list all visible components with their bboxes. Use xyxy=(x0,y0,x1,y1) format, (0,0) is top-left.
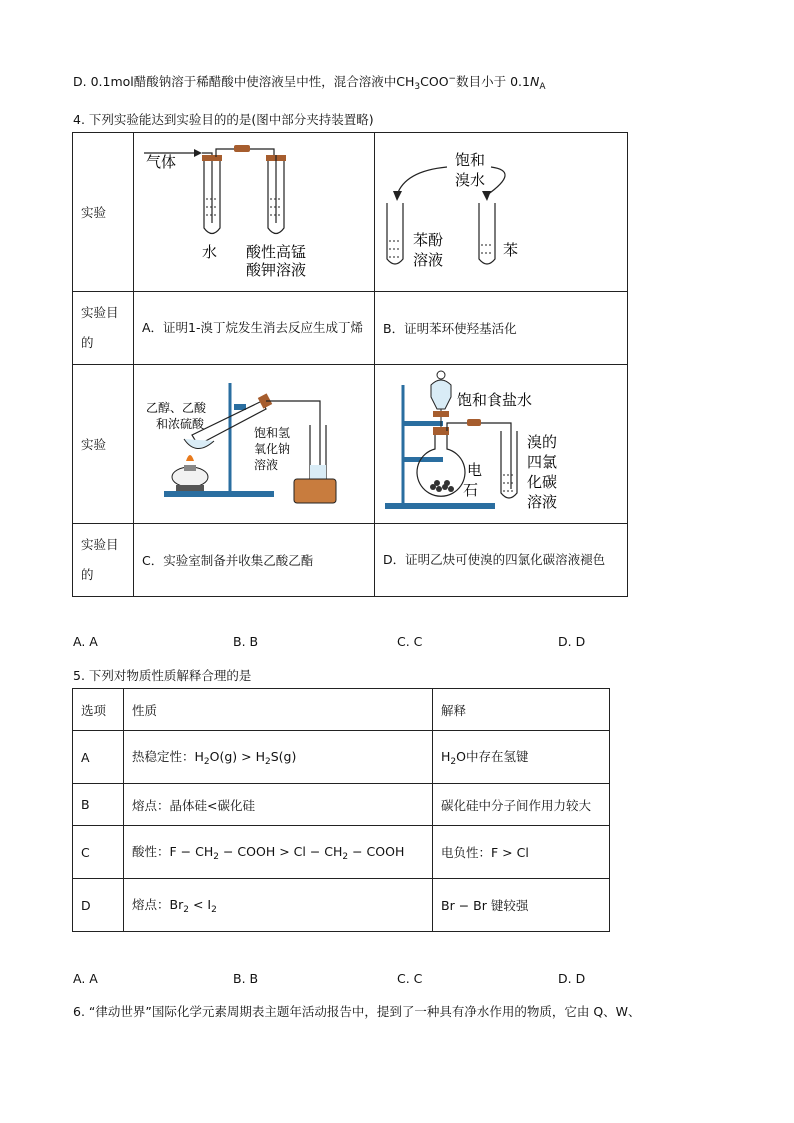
q5-header-property: 性质 xyxy=(124,689,433,731)
q4-figure-b xyxy=(375,133,628,292)
q4-goal-a: A．证明1-溴丁烷发生消去反应生成丁烯 xyxy=(134,292,375,365)
q5-row-a-property: 热稳定性：$H_2O(g) > H_2S(g)$ xyxy=(124,731,433,784)
q4-goal-d: D．证明乙炔可使溴的四氯化碳溶液褪色 xyxy=(375,524,628,597)
q5-row-d-property: 熔点：$Br_2 < I_2$ xyxy=(124,879,433,932)
ccl4-label-4: 溶液 xyxy=(527,493,558,511)
q4-option-a[interactable]: A. A xyxy=(73,634,98,649)
gas-label: 气体 xyxy=(146,153,177,171)
q4-row2-label: 实验目的 xyxy=(73,292,134,365)
q6-stem: 6. “律动世界”国际化学元素周期表主题年活动报告中，提到了一种具有净水作用的物质，它由 Q、W、 xyxy=(73,1004,641,1019)
q4-row4-label: 实验目的 xyxy=(73,524,134,597)
q5-row-b-property: 熔点：晶体硅<碳化硅 xyxy=(124,784,433,826)
q5-option-a[interactable]: A. A xyxy=(73,971,98,986)
q4-row3-label: 实验 xyxy=(73,365,134,524)
q5-row-c-property: 酸性：$F - CH_2$ − COOH > $Cl - CH_2$ − COOH xyxy=(124,826,433,879)
q5-table xyxy=(72,688,610,932)
q3-option-d-label: D. xyxy=(73,74,87,89)
phenol-label-2: 溶液 xyxy=(413,251,444,269)
q5-row-a-option: A xyxy=(73,731,124,784)
q4-row1-label: 实验 xyxy=(73,133,134,292)
q5-row-c-option: C xyxy=(73,826,124,879)
q4-table xyxy=(72,132,628,597)
q4-figure-d xyxy=(375,365,628,524)
q5-row-a-explanation: $H_2O$中存在氢键 xyxy=(433,731,610,784)
bromine-label-1: 饱和 xyxy=(455,151,486,169)
q5-row-d-option: D xyxy=(73,879,124,932)
naoh-label-3: 溶液 xyxy=(254,458,279,472)
kmno4-label-2: 酸钾溶液 xyxy=(246,261,307,279)
phenol-label-1: 苯酚 xyxy=(413,231,444,249)
q4-goal-b: B．证明苯环使羟基活化 xyxy=(375,292,628,365)
ccl4-label-3: 化碳 xyxy=(527,473,558,491)
q5-header-option: 选项 xyxy=(73,689,124,731)
q5-stem: 5. 下列对物质性质解释合理的是 xyxy=(73,668,252,683)
q5-option-b[interactable]: B. B xyxy=(233,971,259,986)
q4-goal-c: C．实验室制备并收集乙酸乙酯 xyxy=(134,524,375,597)
q5-header-explanation: 解释 xyxy=(433,689,610,731)
bromine-label-2: 溴水 xyxy=(455,171,486,189)
q5-row-b-explanation: 碳化硅中分子间作用力较大 xyxy=(433,784,610,826)
q4-option-c[interactable]: C. C xyxy=(397,634,423,649)
water-label: 水 xyxy=(202,243,218,261)
q4-option-d[interactable]: D. D xyxy=(558,634,586,649)
benzene-label: 苯 xyxy=(503,241,519,259)
q5-option-d[interactable]: D. D xyxy=(558,971,586,986)
carbide-label-2: 石 xyxy=(463,481,479,499)
q5-row-d-explanation: Br − Br 键较强 xyxy=(433,879,610,932)
q5-row-c-explanation: 电负性：F > Cl xyxy=(433,826,610,879)
q5-row-b-option: B xyxy=(73,784,124,826)
q4-option-b[interactable]: B. B xyxy=(233,634,259,649)
q4-figure-c xyxy=(134,365,375,524)
reagents-label-1: 乙醇、乙酸 xyxy=(146,401,207,415)
q3-option-d: D. 0.1mol醋酸钠溶于稀醋酸中使溶液呈中性，混合溶液中$CH_3COO^-$数目小于 $0.1N_A$ xyxy=(73,74,546,92)
reagents-label-2: 和浓硫酸 xyxy=(156,417,205,431)
ccl4-label-1: 溴的 xyxy=(527,433,558,451)
q4-figure-a xyxy=(134,133,375,292)
carbide-label-1: 电 xyxy=(467,461,483,479)
kmno4-label-1: 酸性高锰 xyxy=(246,243,307,261)
naoh-label-2: 氧化钠 xyxy=(254,442,291,456)
naoh-label-1: 饱和氢 xyxy=(254,426,291,440)
q5-option-c[interactable]: C. C xyxy=(397,971,423,986)
q4-stem: 4. 下列实验能达到实验目的的是(图中部分夹持装置略) xyxy=(73,112,374,127)
ccl4-label-2: 四氯 xyxy=(527,453,558,471)
brine-label: 饱和食盐水 xyxy=(457,391,533,409)
